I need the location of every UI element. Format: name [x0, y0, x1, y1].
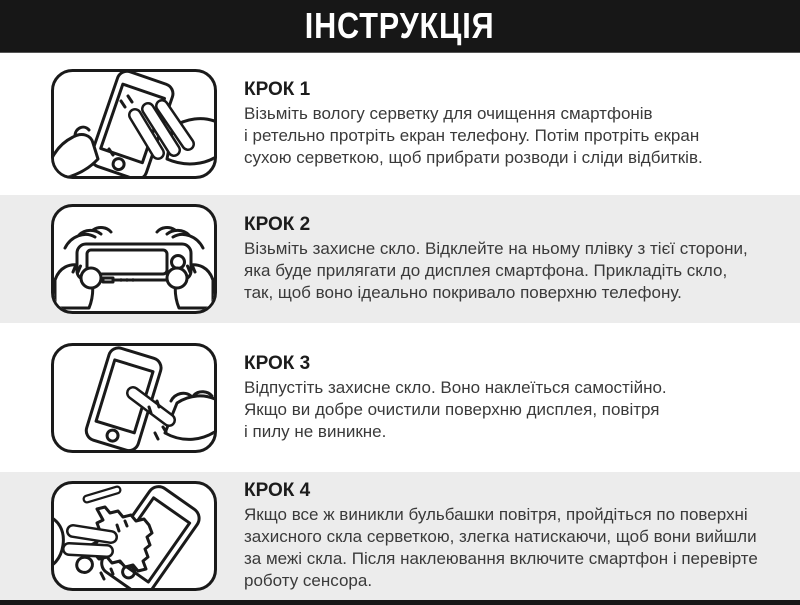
step-line: Візьміть захисне скло. Відклейте на ньому плівку з тієї сторони,	[244, 239, 748, 258]
step4-illustration	[51, 481, 217, 591]
step1-text	[244, 79, 703, 169]
step-line: так, щоб воно ідеально покривало поверхню телефону.	[244, 283, 682, 302]
step-heading: КРОК 4	[244, 480, 311, 501]
wipe-phone-screen-icon	[51, 69, 217, 179]
step-line: за межі скла. Після наклеювання включите смартфон і перевірте	[244, 549, 758, 568]
step2-illustration	[51, 204, 217, 314]
step-heading: КРОК 1	[244, 79, 311, 100]
step2-text	[244, 214, 748, 304]
step-line: роботу сенсора.	[244, 571, 373, 590]
step-line: яка буде прилягати до дисплея смартфона. Прикладіть скло,	[244, 261, 728, 280]
step-line: Відпустіть захисне скло. Воно наклеїться самостійно.	[244, 377, 667, 397]
step3-illustration	[51, 343, 217, 453]
smooth-out-bubbles-with-cloth-icon	[51, 481, 217, 591]
step-row-3	[0, 323, 800, 472]
peel-film-from-glass-icon	[51, 204, 217, 314]
step-line: Якщо ви добре очистили поверхню дисплея, повітря	[244, 399, 660, 419]
step-line: захисного скла серветкою, злегка натискаючи, щоб вони вийшли	[244, 527, 757, 546]
step-line: і ретельно протріть екран телефону. Потім протріть екран	[244, 126, 700, 145]
step4-text	[244, 480, 758, 592]
step-row-1	[0, 53, 800, 195]
step-heading: КРОК 2	[244, 214, 311, 235]
header-bar	[0, 0, 800, 53]
release-glass-press-screen-icon	[51, 343, 217, 453]
step-line: і пилу не виникне.	[244, 421, 387, 441]
step-line: Якщо все ж виникли бульбашки повітря, пройдіться по поверхні	[244, 505, 748, 524]
step-line: Візьміть вологу серветку для очищення смартфонів	[244, 104, 653, 123]
step-row-2	[0, 195, 800, 323]
footer-bar	[0, 600, 800, 605]
step3-text	[244, 353, 667, 443]
page-title: ІНСТРУКЦІЯ	[305, 5, 495, 46]
step1-illustration	[51, 69, 217, 179]
step-line: сухою серветкою, щоб прибрати розводи і сліди відбитків.	[244, 148, 703, 167]
step-row-4	[0, 472, 800, 600]
step-heading: КРОК 3	[244, 352, 311, 374]
